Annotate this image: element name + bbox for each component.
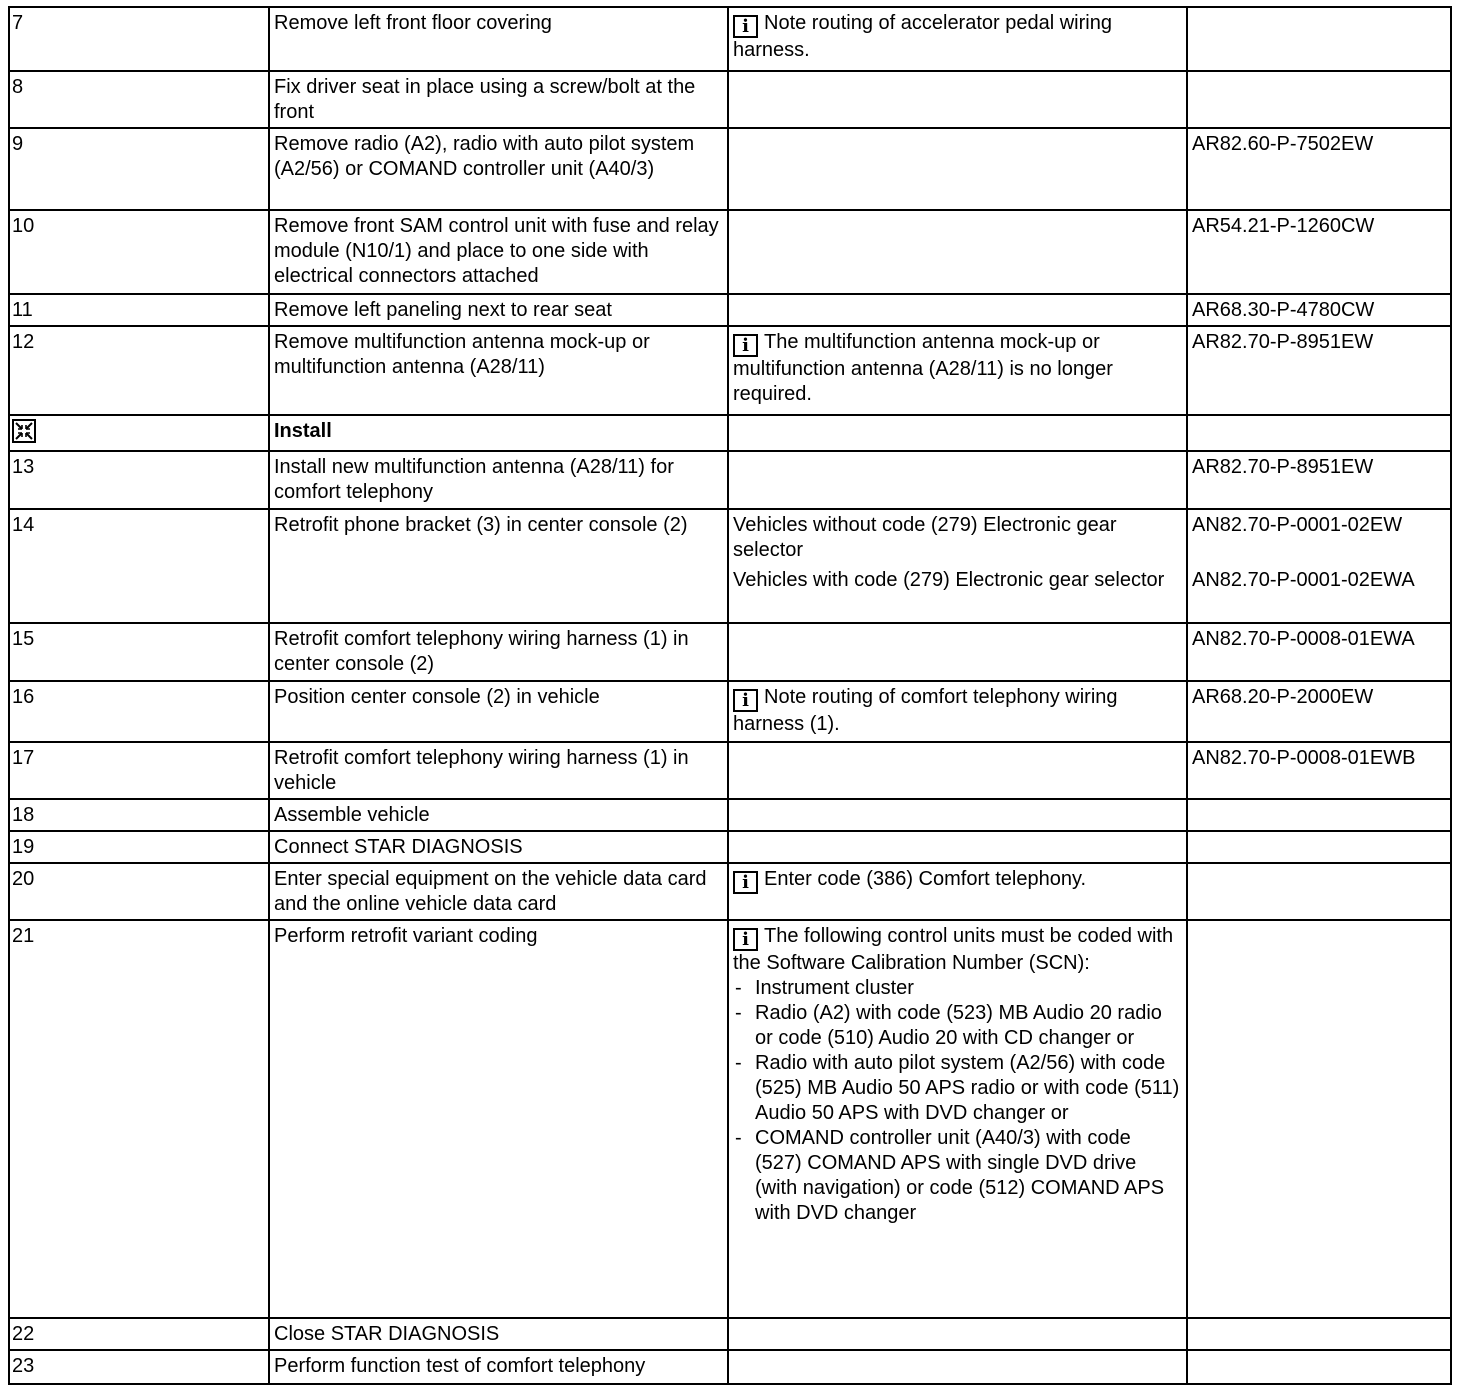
step-action: Perform function test of comfort telephony [269, 1350, 728, 1384]
table-row [9, 326, 1451, 415]
note-text: Note routing of accelerator pedal wiring harness. [733, 12, 1112, 61]
step-note [728, 1318, 1187, 1350]
control-unit-list [733, 976, 1182, 1226]
step-action: Fix driver seat in place using a screw/bolt at the front [269, 71, 728, 128]
table-row [9, 210, 1451, 294]
table-row [9, 1318, 1451, 1350]
step-number: 19 [9, 831, 269, 863]
step-reference: AN82.70-P-0008-01EWB [1187, 742, 1451, 799]
step-number: 22 [9, 1318, 269, 1350]
step-number: 8 [9, 71, 269, 128]
step-reference: AR68.20-P-2000EW [1187, 681, 1451, 742]
table-row [9, 294, 1451, 326]
note-text: Vehicles without code (279) Electronic gear selector [733, 514, 1117, 561]
table-row [9, 831, 1451, 863]
step-action: Enter special equipment on the vehicle data card and the online vehicle data card [269, 863, 728, 920]
step-number: 9 [9, 128, 269, 210]
step-note [728, 294, 1187, 326]
step-action: Install new multifunction antenna (A28/11) for comfort telephony [269, 451, 728, 509]
step-number: 18 [9, 799, 269, 831]
reference-text: AN82.70-P-0001-02EWA [1192, 569, 1415, 591]
step-reference [1187, 920, 1451, 1318]
step-note [728, 128, 1187, 210]
step-note [728, 210, 1187, 294]
note-text: The multifunction antenna mock-up or multifunction antenna (A28/11) is no longer required. [733, 331, 1113, 405]
step-action: Retrofit phone bracket (3) in center console (2) [269, 509, 728, 623]
step-number: 10 [9, 210, 269, 294]
step-reference [1187, 415, 1451, 451]
section-heading-row [9, 415, 1451, 451]
info-icon: i [733, 871, 758, 894]
step-reference [1187, 799, 1451, 831]
step-note [728, 920, 1187, 1318]
step-reference [1187, 863, 1451, 920]
info-icon: i [733, 334, 758, 357]
step-reference: AR54.21-P-1260CW [1187, 210, 1451, 294]
step-reference: AR82.70-P-8951EW [1187, 451, 1451, 509]
step-note [728, 1350, 1187, 1384]
step-action: Retrofit comfort telephony wiring harness (1) in center console (2) [269, 623, 728, 681]
step-note [728, 326, 1187, 415]
step-number: 17 [9, 742, 269, 799]
step-reference [1187, 7, 1451, 71]
table-row [9, 71, 1451, 128]
step-number: 15 [9, 623, 269, 681]
section-heading: Install [269, 415, 728, 451]
step-icon-cell [9, 415, 269, 451]
step-note [728, 71, 1187, 128]
step-note [728, 831, 1187, 863]
table-row [9, 509, 1451, 623]
reference-text: AN82.70-P-0001-02EW [1192, 514, 1403, 536]
step-reference [1187, 509, 1451, 623]
step-action: Remove front SAM control unit with fuse and relay module (N10/1) and place to one side with electrical connectors attached [269, 210, 728, 294]
table-row [9, 623, 1451, 681]
table-row [9, 920, 1451, 1318]
step-number: 16 [9, 681, 269, 742]
step-action: Perform retrofit variant coding [269, 920, 728, 1318]
step-action: Retrofit comfort telephony wiring harness (1) in vehicle [269, 742, 728, 799]
step-note [728, 623, 1187, 681]
step-note [728, 863, 1187, 920]
table-row [9, 128, 1451, 210]
list-item: - Instrument cluster [733, 976, 1182, 1001]
step-reference: AN82.70-P-0008-01EWA [1187, 623, 1451, 681]
step-reference [1187, 1318, 1451, 1350]
step-note [728, 799, 1187, 831]
step-note [728, 451, 1187, 509]
step-action: Remove left paneling next to rear seat [269, 294, 728, 326]
step-number: 11 [9, 294, 269, 326]
step-note [728, 681, 1187, 742]
step-action: Assemble vehicle [269, 799, 728, 831]
step-number: 21 [9, 920, 269, 1318]
step-action: Remove multifunction antenna mock-up or multifunction antenna (A28/11) [269, 326, 728, 415]
step-number: 13 [9, 451, 269, 509]
note-text: Note routing of comfort telephony wiring harness (1). [733, 686, 1118, 735]
step-action: Position center console (2) in vehicle [269, 681, 728, 742]
step-note [728, 7, 1187, 71]
step-action: Close STAR DIAGNOSIS [269, 1318, 728, 1350]
step-reference: AR82.60-P-7502EW [1187, 128, 1451, 210]
step-number: 12 [9, 326, 269, 415]
step-reference [1187, 831, 1451, 863]
step-reference [1187, 1350, 1451, 1384]
note-text: Vehicles with code (279) Electronic gear selector [733, 569, 1165, 591]
step-reference: AR68.30-P-4780CW [1187, 294, 1451, 326]
step-note [728, 415, 1187, 451]
info-icon: i [733, 689, 758, 712]
info-icon: i [733, 15, 758, 38]
step-number: 23 [9, 1350, 269, 1384]
list-item: - Radio (A2) with code (523) MB Audio 20 radio or code (510) Audio 20 with CD changer or [733, 1001, 1182, 1051]
step-reference: AR82.70-P-8951EW [1187, 326, 1451, 415]
procedure-table [8, 6, 1452, 1385]
note-text: Enter code (386) Comfort telephony. [764, 868, 1087, 890]
step-number: 14 [9, 509, 269, 623]
info-icon: i [733, 928, 758, 951]
list-item: - Radio with auto pilot system (A2/56) with code (525) MB Audio 50 APS radio or with code (511) Audio 50 APS with DVD changer or [733, 1051, 1182, 1126]
step-number: 7 [9, 7, 269, 71]
step-note [728, 509, 1187, 623]
table-row [9, 1350, 1451, 1384]
step-action: Remove radio (A2), radio with auto pilot system (A2/56) or COMAND controller unit (A40/3) [269, 128, 728, 210]
table-row [9, 681, 1451, 742]
table-row [9, 742, 1451, 799]
table-row [9, 863, 1451, 920]
step-number: 20 [9, 863, 269, 920]
step-note [728, 742, 1187, 799]
list-item: - COMAND controller unit (A40/3) with code (527) COMAND APS with single DVD drive (with navigation) or code (512) COMAND APS with DVD changer [733, 1126, 1182, 1226]
step-reference [1187, 71, 1451, 128]
table-row [9, 799, 1451, 831]
step-action: Remove left front floor covering [269, 7, 728, 71]
note-text: The following control units must be coded with the Software Calibration Number (SCN): [733, 925, 1174, 974]
install-icon [12, 419, 36, 443]
step-action: Connect STAR DIAGNOSIS [269, 831, 728, 863]
table-row [9, 7, 1451, 71]
table-row [9, 451, 1451, 509]
